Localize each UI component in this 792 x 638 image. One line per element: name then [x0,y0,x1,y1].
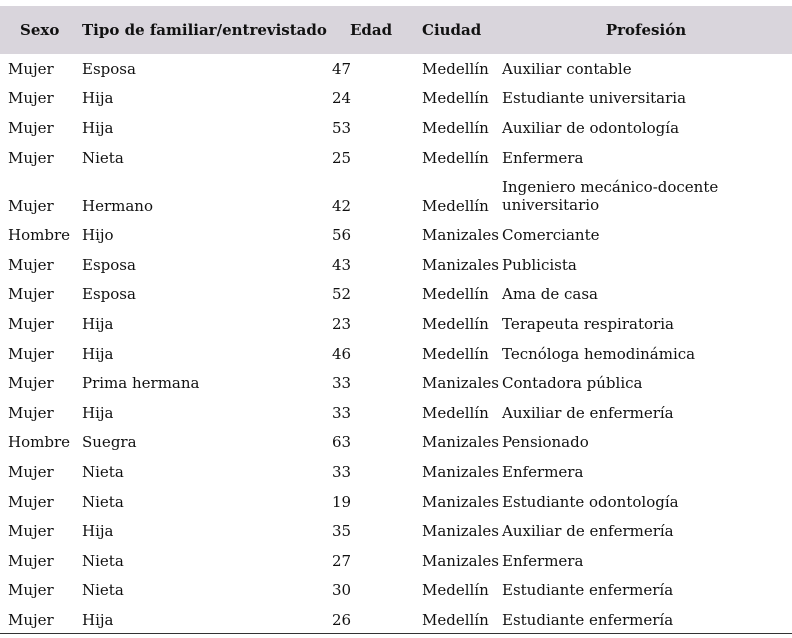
cell-sexo: Mujer [8,255,54,274]
table-row [0,220,792,250]
cell-tipo: Nieta [82,581,124,600]
cell-profesion: Enfermera [502,462,584,481]
cell-profesion: Enfermera [502,148,584,167]
table-row [0,309,792,339]
table-row [0,368,792,398]
cell-tipo: Nieta [82,551,124,570]
cell-ciudad: Medellín [422,610,489,629]
cell-sexo: Hombre [8,226,70,245]
table-row [0,576,792,606]
cell-sexo: Mujer [8,492,54,511]
header-edad: Edad [350,21,393,39]
cell-sexo: Mujer [8,118,54,137]
cell-ciudad: Medellín [422,118,489,137]
table-row [0,398,792,428]
table-header [0,6,792,54]
header-ciudad: Ciudad [422,21,482,39]
cell-tipo: Hija [82,344,114,363]
header-profesion: Profesión [605,21,687,39]
cell-profesion: Terapeuta respiratoria [502,314,674,333]
table-row [0,113,792,143]
cell-edad: 25 [332,148,352,167]
table-row [0,516,792,546]
cell-sexo: Mujer [8,403,54,422]
header-tipo: Tipo de familiar/entrevistado [82,21,327,39]
cell-profesion: Auxiliar de odontología [502,118,680,137]
cell-edad: 52 [332,285,352,304]
cell-edad: 30 [332,581,352,600]
table-body [0,54,792,635]
cell-profesion: Pensionado [502,433,589,452]
cell-profesion: Auxiliar de enfermería [502,522,674,541]
cell-edad: 24 [332,89,352,108]
table-row [0,546,792,576]
data-table-container [0,6,792,635]
cell-profesion: Auxiliar contable [502,59,632,78]
cell-sexo: Mujer [8,522,54,541]
cell-edad: 23 [332,314,352,333]
cell-sexo: Mujer [8,314,54,333]
cell-edad: 63 [332,433,352,452]
cell-ciudad: Medellín [422,314,489,333]
table-row [0,250,792,280]
cell-tipo: Hija [82,403,114,422]
header-sexo: Sexo [20,21,60,39]
cell-sexo: Mujer [8,610,54,629]
table-row [0,172,792,220]
table-row [0,339,792,369]
cell-ciudad: Medellín [422,285,489,304]
table-row [0,605,792,635]
cell-tipo: Hija [82,522,114,541]
cell-edad: 46 [332,344,352,363]
cell-edad: 33 [332,403,352,422]
cell-ciudad: Manizales [422,374,499,393]
cell-sexo: Mujer [8,285,54,304]
cell-tipo: Nieta [82,148,124,167]
cell-profesion: Ingeniero mecánico-docente universitario [502,178,719,215]
cell-profesion: Estudiante enfermería [502,610,674,629]
cell-tipo: Hermano [82,197,153,216]
cell-edad: 47 [332,59,352,78]
cell-profesion: Enfermera [502,551,584,570]
table-row [0,457,792,487]
cell-edad: 42 [332,197,352,216]
cell-ciudad: Medellín [422,89,489,108]
cell-edad: 19 [332,492,352,511]
cell-edad: 53 [332,118,352,137]
cell-tipo: Esposa [82,255,136,274]
cell-ciudad: Manizales [422,255,499,274]
table-row [0,428,792,458]
cell-sexo: Mujer [8,374,54,393]
cell-ciudad: Medellín [422,344,489,363]
cell-profesion: Estudiante enfermería [502,581,674,600]
cell-profesion: Auxiliar de enfermería [502,403,674,422]
cell-ciudad: Manizales [422,522,499,541]
cell-sexo: Mujer [8,197,54,216]
cell-sexo: Mujer [8,344,54,363]
table-row [0,84,792,114]
cell-profesion: Ama de casa [502,285,598,304]
cell-tipo: Nieta [82,492,124,511]
cell-tipo: Esposa [82,285,136,304]
data-table [0,6,792,635]
cell-profesion: Estudiante odontología [502,492,679,511]
cell-edad: 27 [332,551,352,570]
table-row [0,487,792,517]
cell-sexo: Mujer [8,59,54,78]
cell-tipo: Hija [82,610,114,629]
header-row [0,6,792,54]
cell-tipo: Hijo [82,226,114,245]
cell-edad: 35 [332,522,352,541]
cell-sexo: Hombre [8,433,70,452]
cell-ciudad: Manizales [422,226,499,245]
cell-tipo: Hija [82,89,114,108]
cell-edad: 33 [332,462,352,481]
cell-ciudad: Manizales [422,462,499,481]
cell-sexo: Mujer [8,551,54,570]
cell-sexo: Mujer [8,581,54,600]
cell-ciudad: Manizales [422,551,499,570]
cell-ciudad: Manizales [422,492,499,511]
cell-tipo: Nieta [82,462,124,481]
cell-edad: 43 [332,255,352,274]
cell-ciudad: Medellín [422,59,489,78]
cell-ciudad: Medellín [422,403,489,422]
cell-sexo: Mujer [8,462,54,481]
cell-edad: 33 [332,374,352,393]
cell-tipo: Suegra [82,433,137,452]
cell-ciudad: Medellín [422,148,489,167]
cell-ciudad: Manizales [422,433,499,452]
cell-edad: 56 [332,226,352,245]
cell-sexo: Mujer [8,148,54,167]
cell-profesion: Estudiante universitaria [502,89,687,108]
cell-ciudad: Medellín [422,197,489,216]
cell-profesion: Contadora pública [502,374,643,393]
cell-tipo: Hija [82,314,114,333]
table-row [0,143,792,173]
cell-profesion: Tecnóloga hemodinámica [502,344,696,363]
cell-tipo: Prima hermana [82,374,200,393]
cell-edad: 26 [332,610,352,629]
cell-tipo: Esposa [82,59,136,78]
cell-profesion: Publicista [502,255,577,274]
cell-tipo: Hija [82,118,114,137]
cell-sexo: Mujer [8,89,54,108]
table-row [0,54,792,84]
table-bottom-rule [0,633,792,634]
cell-profesion: Comerciante [502,226,600,245]
table-row [0,280,792,310]
cell-ciudad: Medellín [422,581,489,600]
